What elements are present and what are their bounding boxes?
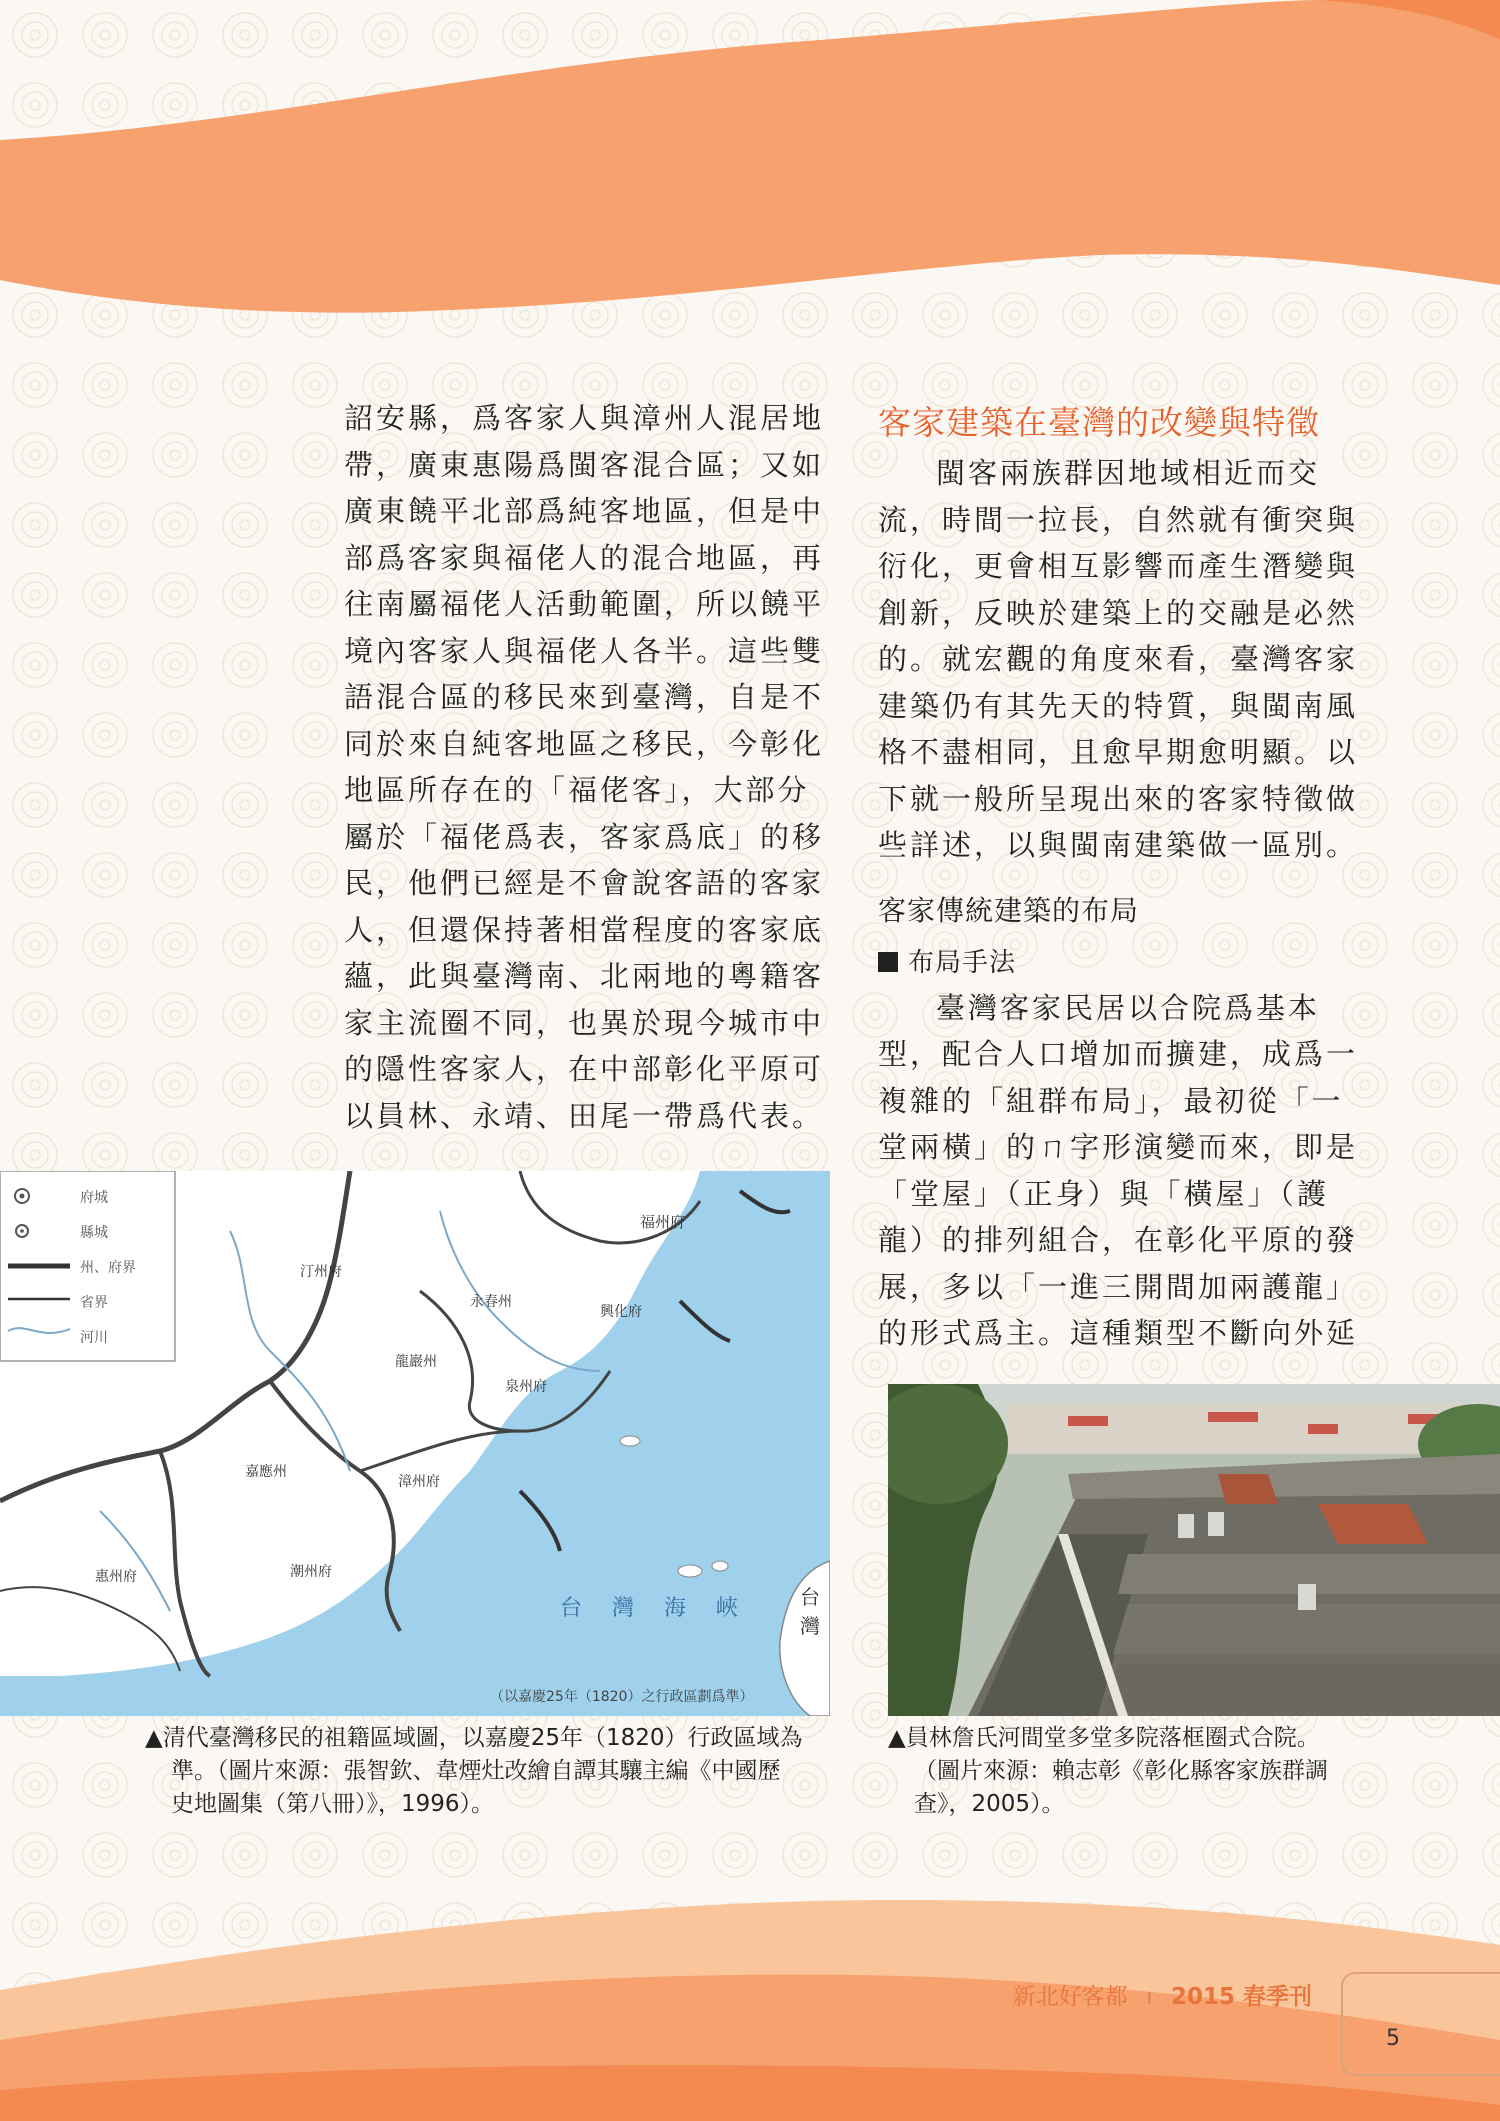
issue-label: 2015 春季刊: [1170, 1984, 1312, 2010]
map-label-chaozhou: 潮州府: [290, 1564, 332, 1580]
legend-county-city: 縣城: [80, 1225, 108, 1241]
legend-prefecture-city: 府城: [80, 1190, 108, 1206]
map-label-zhangzhou: 漳州府: [398, 1474, 440, 1490]
sub-subheading: [878, 943, 1363, 983]
section-title: 客家建築在臺灣的改變與特徵: [878, 403, 1320, 442]
magazine-footer: [1013, 1978, 1312, 2011]
map-caption-line-2: 準。（圖片來源：張智欽、韋煙灶改繪自譚其驤主編《中國歷: [171, 1758, 781, 1784]
intro-paragraph: 閩客兩族群因地域相近而交流，時間一拉長，自然就有衝突與衍化，更會相互影響而產生潛變與創新，反映於建築上的交融是必然的。就宏觀的角度來看，臺灣客家建築仍有其先天的特質，與閩南風格不盡相同，且愈早期愈明顯。以下就一般所呈現出來的客家特徵做些詳述，以與閩南建築做一區別。: [878, 456, 1359, 862]
map-label-huizhou: 惠州府: [95, 1569, 137, 1585]
legend-river: 河川: [80, 1330, 108, 1346]
photo-caption: [888, 1722, 1368, 1821]
map-label-jiaying: 嘉應州: [245, 1464, 287, 1480]
square-bullet-icon: [878, 952, 898, 972]
map-label-tingzhou: 汀州府: [300, 1264, 342, 1280]
sub-subheading-label: 布局手法: [908, 947, 1017, 978]
right-column: [878, 398, 1363, 1357]
left-column-paragraph: 詔安縣，爲客家人與漳州人混居地帶，廣東惠陽爲閩客混合區；又如廣東饒平北部爲純客地區，但是中部爲客家與福佬人的混合地區，再往南屬福佬人活動範圍，所以饒平境內客家人與福佬人各半。這些雙語混合區的移民來到臺灣，自是不同於來自純客地區之移民，今彰化地區所存在的「福佬客」，大部分屬於「福佬爲表，客家爲底」的移民，他們已經是不會說客語的客家人，但還保持著相當程度的客家底蘊，此與臺灣南、北兩地的粵籍客家主流圈不同，也異於現今城市中的隱性客家人，在中部彰化平原可以員林、永靖、田尾一帶爲代表。: [344, 401, 825, 1133]
map-caption-line-3: 史地圖集（第八冊）》，1996）。: [171, 1791, 495, 1817]
photo-caption-line-2: （圖片來源：賴志彰《彰化縣客家族群調: [914, 1758, 1328, 1784]
map-caption-line-1: ▲清代臺灣移民的祖籍區域圖，以嘉慶25年（1820）行政區域為: [145, 1725, 803, 1751]
map-label-strait: 台灣海峽: [560, 1596, 769, 1621]
map-label-yongchun: 永春州: [470, 1294, 512, 1310]
page-number-tab: [1341, 1972, 1500, 2076]
subheading: 客家傳統建築的布局: [878, 893, 1140, 927]
layout-paragraph: 臺灣客家民居以合院爲基本型，配合人口增加而擴建，成爲一複雜的「組群布局」，最初從「一堂兩橫」的ㄇ字形演變而來，即是「堂屋」（正身）與「橫屋」（護龍）的排列組合，在彰化平原的發展，多以「一進三開間加兩護龍」的形式爲主。這種類型不斷向外延: [878, 990, 1359, 1350]
map-caption: [145, 1722, 845, 1821]
legend-province-border: 省界: [80, 1295, 108, 1311]
map-label-fuzhou: 福州府: [640, 1213, 686, 1231]
photo-caption-line-1: ▲員林詹氏河間堂多堂多院落框圈式合院。: [888, 1725, 1320, 1751]
map-label-taiwan: 台灣: [800, 1585, 820, 1638]
map-label-quanzhou: 泉州府: [505, 1379, 547, 1395]
footer-separator: I: [1146, 1989, 1152, 2008]
map-label-longyan: 龍巖州: [395, 1354, 437, 1370]
ancestral-origin-map: [0, 1171, 830, 1716]
magazine-name: 新北好客都: [1012, 1984, 1128, 2010]
photo-caption-line-3: 查》，2005）。: [914, 1791, 1065, 1817]
courtyard-photo-image: [888, 1384, 1500, 1716]
map-label-xinghua: 興化府: [600, 1304, 642, 1320]
courtyard-photo: [888, 1384, 1500, 1716]
page-number: 5: [1386, 2026, 1400, 2051]
map-source-note: （以嘉慶25年（1820）之行政區劃爲準）: [490, 1689, 754, 1705]
legend-prefecture-border: 州、府界: [80, 1260, 136, 1276]
left-column: [344, 395, 824, 1139]
